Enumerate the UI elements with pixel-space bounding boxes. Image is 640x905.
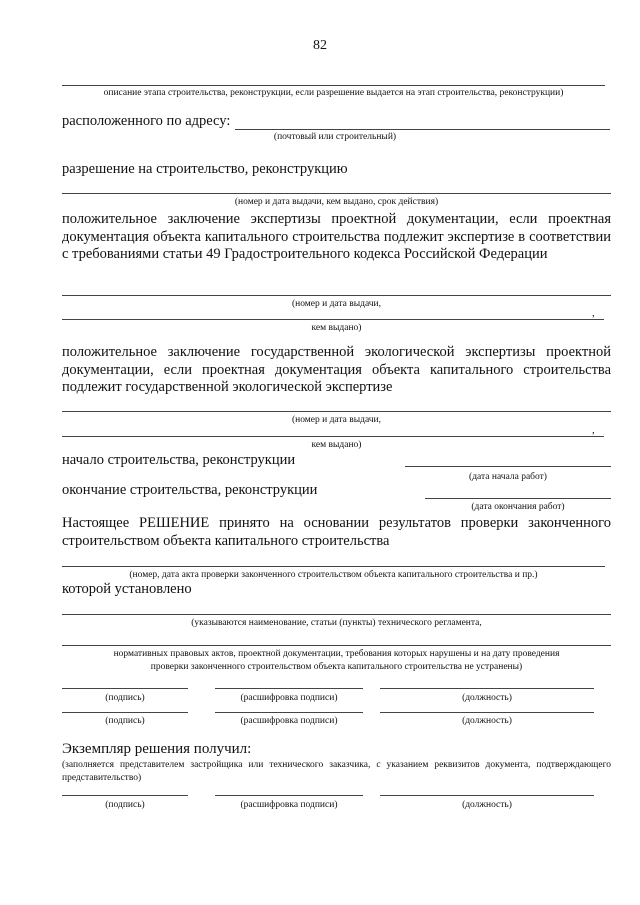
page-number: 82 (313, 38, 327, 53)
eco-line-2 (62, 436, 604, 437)
position-line-2 (380, 712, 594, 713)
expertise-comma: , (592, 307, 595, 319)
start-line (405, 466, 611, 467)
sign-caption-2: (подпись) (105, 716, 145, 726)
expertise-line-1 (62, 295, 611, 296)
position-caption-1: (должность) (462, 693, 512, 703)
eco-line-1 (62, 411, 611, 412)
position-line-1 (380, 688, 594, 689)
eco-caption-1: (номер и дата выдачи, (291, 415, 382, 425)
stage-line (62, 85, 605, 86)
eco-text: положительное заключение государственной экологической экспертизы проектной документации, если проектная документация объекта капитального строительства подлежит государственной экологической экспертизе (62, 344, 611, 395)
established-line (62, 614, 611, 615)
eco-paragraph (62, 344, 611, 397)
start-caption: (дата начала работ) (469, 472, 547, 482)
permit-label: разрешение на строительство, реконструкцию (62, 161, 348, 177)
end-caption: (дата окончания работ) (471, 502, 565, 512)
eco-caption-2: кем выдано) (311, 440, 362, 450)
end-line (425, 498, 611, 499)
established-label: которой установлено (62, 581, 192, 597)
sign-line-2 (62, 712, 188, 713)
copy-note: (заполняется представителем застройщика или технического заказчика, с указанием реквизитов документа, подтверждающего представительство) (62, 760, 611, 783)
final-decode-caption: (расшифровка подписи) (240, 800, 338, 810)
decision-line (62, 566, 605, 567)
final-decode-line (215, 795, 363, 796)
violations-caption-2: проверки законченного строительством объекта капитального строительства не устранены) (150, 662, 523, 672)
decode-line-1 (215, 688, 363, 689)
address-line (235, 129, 610, 130)
decode-caption-1: (расшифровка подписи) (240, 693, 338, 703)
decision-text: Настоящее РЕШЕНИЕ принято на основании результатов проверки законченного строительством объекта капитального строительства (62, 515, 611, 549)
final-position-caption: (должность) (462, 800, 512, 810)
permit-line (62, 193, 611, 194)
expertise-paragraph (62, 211, 611, 264)
address-label: расположенного по адресу: (62, 113, 231, 129)
copy-label: Экземпляр решения получил: (62, 741, 252, 757)
expertise-line-2 (62, 319, 604, 320)
decode-caption-2: (расшифровка подписи) (240, 716, 338, 726)
final-sign-caption: (подпись) (105, 800, 145, 810)
expertise-caption-1: (номер и дата выдачи, (291, 299, 382, 309)
violations-line (62, 645, 611, 646)
expertise-caption-2: кем выдано) (311, 323, 362, 333)
position-caption-2: (должность) (462, 716, 512, 726)
stage-caption: описание этапа строительства, реконструкции, если разрешение выдается на этап строительства, реконструкции) (103, 88, 564, 98)
decision-paragraph (62, 515, 611, 550)
permit-caption: (номер и дата выдачи, кем выдано, срок действия) (234, 197, 439, 207)
final-sign-line (62, 795, 188, 796)
start-label: начало строительства, реконструкции (62, 452, 296, 468)
expertise-text: положительное заключение экспертизы проектной документации, если проектная документация объекта капитального строительства подлежит экспертизе в соответствии с требованиями статьи 49 Градостроительного кодекса Российской Федерации (62, 211, 611, 262)
decision-caption: (номер, дата акта проверки законченного строительством объекта капитального строительства и пр.) (129, 570, 538, 580)
violations-caption-1: нормативных правовых актов, проектной документации, требования которых нарушены и на дату проведения (113, 649, 560, 659)
sign-caption-1: (подпись) (105, 693, 145, 703)
established-caption: (указываются наименование, статьи (пункты) технического регламента, (191, 618, 482, 628)
eco-comma: , (592, 424, 595, 436)
decode-line-2 (215, 712, 363, 713)
final-position-line (380, 795, 594, 796)
address-caption: (почтовый или строительный) (273, 132, 397, 142)
end-label: окончание строительства, реконструкции (62, 482, 318, 498)
sign-line-1 (62, 688, 188, 689)
